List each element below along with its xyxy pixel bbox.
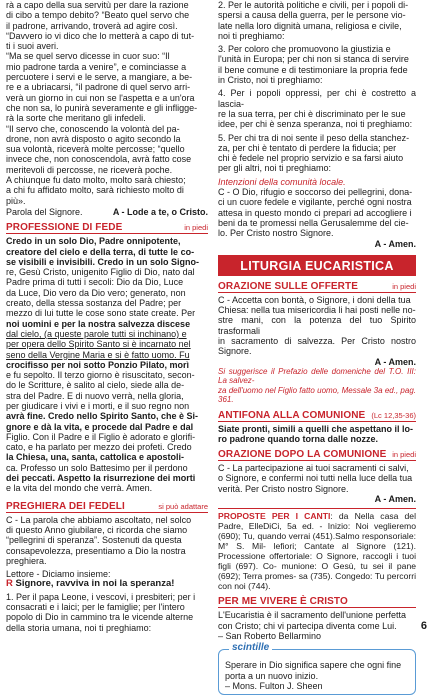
creed-line: creato, della stessa sostanza del Padre; per [6, 298, 182, 309]
songs-line: : da Nella casa del Padre, [218, 511, 417, 532]
creed-line: noi uomini e per la nostra salvezza discese [6, 318, 191, 329]
gospel-line: percuotere i servi e le serve, a mangiare, a be- [6, 72, 193, 83]
creed-line: da Luce, Dio vero da Dio vero; generato, non [6, 287, 186, 298]
creed-line: se visibili e invisibili. Credo in un solo Signo- [6, 256, 200, 267]
prayer-item-line: consacrati e i laici; per le famiglie; per l'intero [6, 602, 185, 613]
gospel-line: che non sa, lo punirà severamente e gli infligge- [6, 102, 198, 113]
prayer-item-line: 2. Per le autorità politiche e civili, per i popoli di- [218, 0, 409, 10]
creed-title: PROFESSIONE DI FEDE [6, 222, 123, 234]
per-me-line: con Cristo; chi vi partecipa diventa come Lui. [218, 620, 397, 631]
creed-note: in piedi [184, 223, 208, 233]
prayer-item-line: 5. Per chi tra di noi sente il peso della stanchez- [218, 132, 410, 143]
prayer-item-1 [6, 592, 208, 633]
creed-line: e la vita del mondo che verrà. Amen. [6, 483, 153, 494]
creed-line: Figlio. Con il Padre e il Figlio è adorato e glorifi- [6, 431, 196, 442]
gospel-line: il padrone, arrivando, troverà ad agire così. [6, 20, 178, 31]
scintille-box [218, 642, 416, 695]
closing-prayer [218, 187, 416, 238]
creed-line: do le Scritture, è salito al cielo, siede alla de- [6, 380, 185, 391]
after-communion-text [218, 463, 416, 494]
prayer-response [6, 579, 208, 589]
songs-line: sa (735). Congedo: Tu percorri con noi (744). [218, 571, 417, 592]
offerings-line: Chiesa: nella tua misericordia li hai posti nelle no- [218, 305, 416, 316]
creed-line: stra del Padre. E di nuovo verrà, nella gloria, [6, 390, 184, 401]
after-communion-amen: A - Amen. [374, 494, 416, 505]
antiphon-text [218, 424, 416, 445]
gospel-line: rà la sorte che meritano gli infedeli. [6, 113, 146, 124]
creed-line: re, Gesù Cristo, unigenito Figlio di Dio, nato dal [6, 267, 195, 278]
right-column [218, 0, 416, 695]
gospel-line: mio padrone tarda a venire”, e cominciasse a [6, 61, 187, 72]
creed-header [6, 222, 208, 234]
prayer-item-line: late nella loro dignità umana, religiosa e civile, [218, 20, 402, 31]
suggestion-line: za dell'uomo nel Figlio fatto uomo, Messale 3a ed., pag. 361. [218, 385, 416, 405]
prayer-note: si può adattare [158, 501, 208, 511]
prayer-item-line: noi ti preghiamo: [218, 30, 285, 41]
offerings-line: C - Accetta con bontà, o Signore, i doni della tua [218, 294, 411, 305]
liturgy-banner: LITURGIA EUCARISTICA [218, 255, 416, 276]
prayer-item-line: 1. Per il papa Leone, i vescovi, i presbiteri; per i [6, 591, 196, 602]
gospel-line: rà a capo della sua servitù per dare la razione [6, 0, 189, 10]
gospel-close: Parola del Signore. [6, 206, 83, 217]
prayer-item-line: l'unità in Europa; per chi non si stanca di servire [218, 54, 409, 65]
gospel-line: sua volontà, riceverà molte percosse; “quello [6, 144, 185, 155]
prayer-intro [6, 515, 208, 566]
creed-text [6, 236, 208, 493]
prayer-item-line: il bene comune e di testimoniare la propria fede [218, 64, 408, 75]
per-me-header [218, 596, 416, 608]
prayer-item [218, 44, 416, 85]
creed-line: seno della Vergine Maria e si è fatto uomo. Fu [6, 349, 190, 360]
antiphon-header [218, 410, 416, 422]
left-column [6, 0, 208, 633]
prayer-line: C - La parola che abbiamo ascoltato, nel solco [6, 514, 192, 525]
after-communion-note: in piedi [392, 450, 416, 460]
prayer-items [218, 0, 416, 174]
scintille-author: – Mons. Fulton J. Sheen [225, 680, 323, 691]
prayer-item-line: popolo di Dio in cammino tra le vicende alterne [6, 612, 194, 623]
closing-line: lo. Per Cristo nostro Signore. [218, 228, 334, 239]
prayer-item [218, 88, 416, 129]
antiphon-line: ro padrone quando torna dalle nozze. [218, 433, 379, 444]
gospel-line: di cibo a tempo debito? “Beato quel servo che [6, 10, 190, 21]
creed-line: mezzo di lui tutte le cose sono state create. Per [6, 308, 196, 319]
after-communion-line: o Signore, e confermi noi tutti nella luce della tua [218, 473, 413, 484]
gospel-line: più». [6, 195, 26, 206]
songs-line: offertoriale: O Signore, raccogli i tuoi figli (697). Co- [218, 551, 416, 572]
songs-divider [218, 508, 416, 509]
prayer-item-line: chi è fedele nel proprio servizio e sa farsi aiuto [218, 153, 404, 164]
creed-line: ca. Professo un solo Battesimo per il perdono [6, 462, 188, 473]
prayer-item-line: re la sua terra, per chi è discriminato per le sue [218, 108, 406, 119]
prayer-item [218, 0, 416, 41]
response-text: Signore, ravviva in noi la speranza! [15, 578, 175, 590]
per-me-text [218, 610, 416, 631]
creed-line: la Chiesa, una, santa, cattolica e apostoli- [6, 452, 185, 463]
page-number: 6 [420, 620, 427, 632]
creed-line: Padre prima di tutti i secoli: Dio da Dio, Luce [6, 277, 184, 288]
prayer-item-line: in Cristo, noi ti preghiamo: [218, 75, 323, 86]
antiphon-ref: (Lc 12,35-36) [371, 410, 416, 420]
closing-line: ci un cuore fedele e vigilante, perché ogni nostra [218, 197, 412, 208]
gospel-line: re e a ubriacarsi, “il padrone di quel servo arri- [6, 82, 191, 93]
songs-title: PROPOSTE PER I CANTI [218, 511, 331, 522]
creed-line: dal cielo, (a queste parole tutti si inchinano) e [6, 328, 187, 339]
creed-line: avrà fine. Credo nello Spirito Santo, che è Si- [6, 411, 199, 422]
preface-suggestion [218, 367, 416, 405]
gospel-line: drone, non avrà disposto o agito secondo la [6, 133, 181, 144]
gospel-line: meritevoli di percosse, ne riceverà poche. [6, 164, 173, 175]
closing-line: C - O Dio, rifugio e soccorso dei pellegrini, dona- [218, 187, 413, 198]
prayer-line: consapevolezza, presentiamo a Dio la nostra [6, 545, 186, 556]
prayer-item-line: per gli altri, noi ti preghiamo: [218, 163, 332, 174]
creed-line: creatore del cielo e della terra, di tutte le co- [6, 246, 195, 257]
after-communion-line: C - La partecipazione ai tuoi sacramenti ci salvi, [218, 463, 409, 474]
gospel-line: invece che, non conoscendola, avrà fatto cose [6, 154, 192, 165]
creed-line: Credo in un solo Dio, Padre onnipotente, [6, 236, 181, 247]
creed-line: dei peccati. Aspetto la risurrezione dei morti [6, 473, 196, 484]
gospel-line: “Ma se quel servo dicesse in cuor suo: “Il [6, 51, 170, 62]
response-mark: R [6, 578, 13, 590]
creed-line: per giudicare i vivi e i morti, e il suo regno non [6, 400, 190, 411]
gospel-text [6, 0, 208, 206]
per-me-title: PER ME VIVERE È CRISTO [218, 596, 348, 608]
prayer-item-line: della storia umana, noi ti preghiamo: [6, 622, 152, 633]
closing-line: attesa in questo mondo ci prepari ad accogliere i [218, 207, 412, 218]
creed-line: e fu sepolto. Il terzo giorno è risuscitato, secon- [6, 370, 195, 381]
gospel-ending [6, 207, 208, 217]
songs-line: ElleDiCi, 5a ed. - Inizio: Noi veglieremo (690); Tu, [218, 521, 416, 542]
offerings-header [218, 281, 416, 293]
creed-line: cato, e ha parlato per mezzo dei profeti. Credo [6, 442, 192, 453]
gospel-line: verà un giorno in cui non se l'aspetta e a un'ora [6, 92, 195, 103]
prayer-item-line: spersi a causa della guerra, per le persone vio- [218, 10, 406, 21]
songs-line: munione: O Gesù, tu sei il pane (692); Terra promes- [218, 561, 416, 582]
antiphon-title: ANTIFONA ALLA COMUNIONE [218, 409, 366, 421]
antiphon-line: Siate pronti, simili a quelli che aspettano il lo- [218, 423, 414, 434]
community-note: Intenzioni della comunità locale. [218, 176, 346, 187]
songs-line: quando verrai (451).Salmo responsoriale: M° S. Mil- [218, 531, 416, 552]
prayer-item-line: 3. Per coloro che promuovono la giustizia e [218, 44, 391, 55]
creed-line: gnore e dà la vita, e procede dal Padre e dal [6, 421, 194, 432]
per-me-line: L'Eucaristia è il sacramento dell'unione perfetta [218, 610, 407, 621]
gospel-line: “Davvero io vi dico che lo metterà a capo di tut- [6, 30, 195, 41]
offerings-note: in piedi [392, 281, 416, 291]
after-communion-title: ORAZIONE DOPO LA COMUNIONE [218, 449, 387, 461]
after-communion-header [218, 449, 416, 461]
prayer-item [218, 133, 416, 174]
scintille-line: porta a un nuovo inizio. [225, 670, 319, 681]
gospel-line: a chi fu affidato molto, sarà richiesto molto di [6, 185, 184, 196]
scintille-line: Sperare in Dio significa sapere che ogni fine [225, 660, 402, 671]
gospel-line: A chiunque fu dato molto, molto sarà chiesto; [6, 175, 186, 186]
offerings-title: ORAZIONE SULLE OFFERTE [218, 280, 358, 292]
offerings-amen: A - Amen. [374, 356, 416, 367]
scintille-label: scintille [229, 643, 272, 653]
suggestion-line: Si suggerisce il Prefazio delle domeniche del T.O. III: La salvez- [218, 366, 416, 386]
gospel-line: ti i suoi averi. [6, 41, 59, 52]
closing-line: beni da te promessi nella Gerusalemme del cie- [218, 217, 409, 228]
prayer-header [6, 501, 208, 513]
per-me-author: – San Roberto Bellarmino [218, 630, 322, 641]
prayer-line: di questo Anno giubilare, ci ricorda che siamo [6, 524, 188, 535]
prayer-item-line: za, per chi è tentato di perdere la fiducia; per [218, 142, 397, 153]
after-communion-line: verità. Per Cristo nostro Signore. [218, 483, 349, 494]
offerings-line: in sacramento di salvezza. Per Cristo nostro Signore. [218, 336, 416, 357]
offerings-text [218, 295, 416, 357]
songs-text [218, 511, 416, 591]
gospel-response: A - Lode a te, o Cristo. [112, 206, 208, 217]
prayer-item-line: idee, per chi è senza speranza, noi ti preghiamo: [218, 119, 413, 130]
creed-line: crocifisso per noi sotto Ponzio Pilato, morì [6, 359, 190, 370]
gospel-line: “Il servo che, conoscendo la volontà del pa- [6, 123, 180, 134]
songs-line: lefiori; Cantate al Signore (121). Processione [218, 541, 416, 562]
creed-line: per opera dello Spirito Santo si è incarnato nel [6, 339, 191, 350]
prayer-line: preghiera. [6, 555, 47, 566]
prayer-title: PREGHIERA DEI FEDELI [6, 500, 125, 512]
scintille-text [225, 660, 409, 681]
prayer-invite: Lettore - Diciamo insieme: [6, 569, 111, 580]
offerings-line: stre mani, con la potenza del tuo Spirito trasformali [218, 315, 416, 336]
prayer-item-line: 4. Per i popoli oppressi, per chi è costretto a lascia- [218, 88, 416, 109]
closing-amen: A - Amen. [374, 238, 416, 249]
prayer-line: “pellegrini di speranza”. Sostenuti da questa [6, 535, 182, 546]
